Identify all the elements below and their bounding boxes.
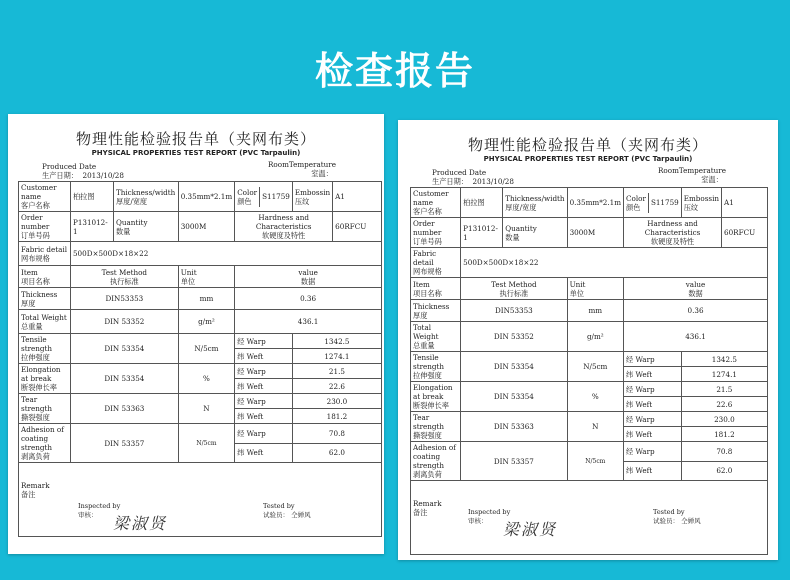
table-row: Tear strength 撕裂强度 DIN 53363 N 经 Warp 230.0 xyxy=(19,394,382,409)
table-row xyxy=(19,212,382,242)
inspected-by: Inspected by 审核： xyxy=(78,502,121,519)
remark: Remark 备注 xyxy=(411,481,768,555)
thickness-width-label: Thickness/width 厚度/宽度 xyxy=(503,188,567,218)
fabric-label: Fabric detail 网布规格 xyxy=(19,242,71,266)
report-title: 物理性能检验报告单（夹网布类） xyxy=(75,130,316,148)
table-row: Adhesion of coating strength 剥离负荷 DIN 53357 N/5cm 经 Warp 70.8 xyxy=(19,424,382,444)
tested-by: Tested by 试验员： 仝婵风 xyxy=(263,502,311,519)
color-value: S11759 xyxy=(262,192,290,201)
weight-value: 436.1 xyxy=(624,322,768,352)
weight-item: Total Weight 总重量 xyxy=(19,310,71,334)
fabric-value: 500D×500D×18×22 xyxy=(70,242,381,266)
quantity-label: Quantity 数量 xyxy=(503,218,567,248)
embossing-value: A1 xyxy=(722,188,768,218)
adhesion-item: Adhesion of coating strength 剥离负荷 xyxy=(19,424,71,463)
remark-row xyxy=(411,481,768,555)
table-row: 纬 Weft 22.6 xyxy=(19,379,382,394)
order-number-value: P131012-1 xyxy=(461,218,503,248)
tester-name: 仝婵风 xyxy=(681,517,701,525)
header-method: Test Method 执行标准 xyxy=(70,266,178,288)
color-label: Color 颜色 xyxy=(624,193,648,213)
quantity-value: 3000M xyxy=(178,212,234,242)
table-row xyxy=(19,242,382,266)
table-row: 纬 Weft 62.0 xyxy=(411,461,768,481)
thickness-value: 0.36 xyxy=(624,300,768,322)
hardness-value: 60RFCU xyxy=(722,218,768,248)
order-number-value: P131012-1 xyxy=(70,212,113,242)
order-number-label: Order number 订单号码 xyxy=(411,218,461,248)
table-row: Tear strength 撕裂强度 DIN 53363 N 经 Warp 230.0 xyxy=(411,412,768,427)
remark-row xyxy=(19,463,382,537)
table-row: Thickness 厚度 DIN53353 mm 0.36 xyxy=(411,300,768,322)
quantity-value: 3000M xyxy=(567,218,623,248)
inspector-signature: 梁淑贤 xyxy=(503,520,558,539)
table-row: Elongation at break 断裂伸长率 DIN 53354 % 经 Warp 21.5 xyxy=(411,382,768,397)
test-report-sheet xyxy=(8,114,384,554)
report-subtitle: PHYSICAL PROPERTIES TEST REPORT (PVC Tarpaulin) xyxy=(483,155,693,163)
embossing-value: A1 xyxy=(333,182,382,212)
elongation-item: Elongation at break 断裂伸长率 xyxy=(19,364,71,394)
thickness-width-value: 0.35mm*2.1m xyxy=(567,188,623,218)
table-header-row xyxy=(19,266,382,288)
test-report-sheet xyxy=(398,120,778,560)
table-row xyxy=(411,188,768,218)
thickness-width-label: Thickness/width 厚度/宽度 xyxy=(113,182,178,212)
hardness-label: Hardness and Characteristics 软硬度及特性 xyxy=(235,212,333,242)
color-value: S11759 xyxy=(650,198,679,207)
table-row: 纬 Weft 1274.1 xyxy=(19,349,382,364)
table-row: Adhesion of coating strength 剥离负荷 DIN 53357 N/5cm 经 Warp 70.8 xyxy=(411,442,768,462)
properties-table xyxy=(410,187,768,555)
table-row: Tensile strength 拉伸强度 DIN 53354 N/5cm 经 Warp 1342.5 xyxy=(19,334,382,349)
table-row: Total Weight 总重量 DIN 53352 g/m² 436.1 xyxy=(411,322,768,352)
room-temperature: RoomTemperature 室温： xyxy=(658,166,726,184)
produced-date: Produced Date 生产日期： 2013/10/28 xyxy=(432,168,514,186)
table-row xyxy=(411,218,768,248)
tensile-item: Tensile strength 拉伸强度 xyxy=(411,352,461,382)
report-subtitle: PHYSICAL PROPERTIES TEST REPORT (PVC Tarpaulin) xyxy=(91,149,301,157)
tear-item: Tear strength 撕裂强度 xyxy=(19,394,71,424)
elongation-item: Elongation at break 断裂伸长率 xyxy=(411,382,461,412)
tear-item: Tear strength 撕裂强度 xyxy=(411,412,461,442)
report-title: 物理性能检验报告单（夹网布类） xyxy=(467,136,708,154)
weight-item: Total Weight 总重量 xyxy=(411,322,461,352)
header-value: value 数据 xyxy=(624,278,768,300)
properties-table xyxy=(18,181,382,537)
thickness-item: Thickness 厚度 xyxy=(411,300,461,322)
customer-name-value: 柏拉图 xyxy=(70,182,113,212)
room-temperature: RoomTemperature 室温： xyxy=(268,160,336,178)
order-number-label: Order number 订单号码 xyxy=(19,212,71,242)
table-row: Tensile strength 拉伸强度 DIN 53354 N/5cm 经 Warp 1342.5 xyxy=(411,352,768,367)
thickness-value: 0.36 xyxy=(235,288,382,310)
table-row: Total Weight 总重量 DIN 53352 g/m² 436.1 xyxy=(19,310,382,334)
table-row: 纬 Weft 62.0 xyxy=(19,443,382,463)
table-row: 纬 Weft 181.2 xyxy=(411,427,768,442)
table-row: Thickness 厚度 DIN53353 mm 0.36 xyxy=(19,288,382,310)
table-row: 纬 Weft 181.2 xyxy=(19,409,382,424)
embossing-label: Embossin 压纹 xyxy=(681,188,721,218)
fabric-label: Fabric detail 网布规格 xyxy=(411,248,461,278)
remark: Remark 备注 xyxy=(19,463,382,537)
table-row: Elongation at break 断裂伸长率 DIN 53354 % 经 Warp 21.5 xyxy=(19,364,382,379)
customer-name-label: Customer name 客户名称 xyxy=(19,182,71,212)
adhesion-item: Adhesion of coating strength 剥离负荷 xyxy=(411,442,461,481)
produced-date-value: 2013/10/28 xyxy=(82,171,124,180)
quantity-label: Quantity 数量 xyxy=(113,212,178,242)
table-row xyxy=(19,182,382,212)
table-row: 纬 Weft 22.6 xyxy=(411,397,768,412)
header-value: value 数据 xyxy=(235,266,382,288)
color-label: Color 颜色 xyxy=(235,187,259,207)
table-header-row xyxy=(411,278,768,300)
embossing-label: Embossin 压纹 xyxy=(292,182,332,212)
table-row: 纬 Weft 1274.1 xyxy=(411,367,768,382)
thickness-width-value: 0.35mm*2.1m xyxy=(178,182,234,212)
thickness-item: Thickness 厚度 xyxy=(19,288,71,310)
hardness-value: 60RFCU xyxy=(333,212,382,242)
customer-name-label: Customer name 客户名称 xyxy=(411,188,461,218)
produced-date: Produced Date 生产日期： 2013/10/28 xyxy=(42,162,124,180)
inspected-by: Inspected by 审核： xyxy=(468,508,511,525)
header-item: Item 项目名称 xyxy=(411,278,461,300)
tensile-item: Tensile strength 拉伸强度 xyxy=(19,334,71,364)
produced-date-value: 2013/10/28 xyxy=(472,177,514,186)
header-unit: Unit 单位 xyxy=(567,278,623,300)
header-unit: Unit 单位 xyxy=(178,266,234,288)
customer-name-value: 柏拉图 xyxy=(461,188,503,218)
tester-name: 仝婵风 xyxy=(291,511,311,519)
fabric-value: 500D×500D×18×22 xyxy=(461,248,768,278)
banner-title: 检查报告 xyxy=(314,49,475,93)
hardness-label: Hardness and Characteristics 软硬度及特性 xyxy=(624,218,722,248)
tested-by: Tested by 试验员： 仝婵风 xyxy=(653,508,701,525)
table-row xyxy=(411,248,768,278)
weight-value: 436.1 xyxy=(235,310,382,334)
header-item: Item 项目名称 xyxy=(19,266,71,288)
inspector-signature: 梁淑贤 xyxy=(113,514,168,533)
header-method: Test Method 执行标准 xyxy=(461,278,567,300)
